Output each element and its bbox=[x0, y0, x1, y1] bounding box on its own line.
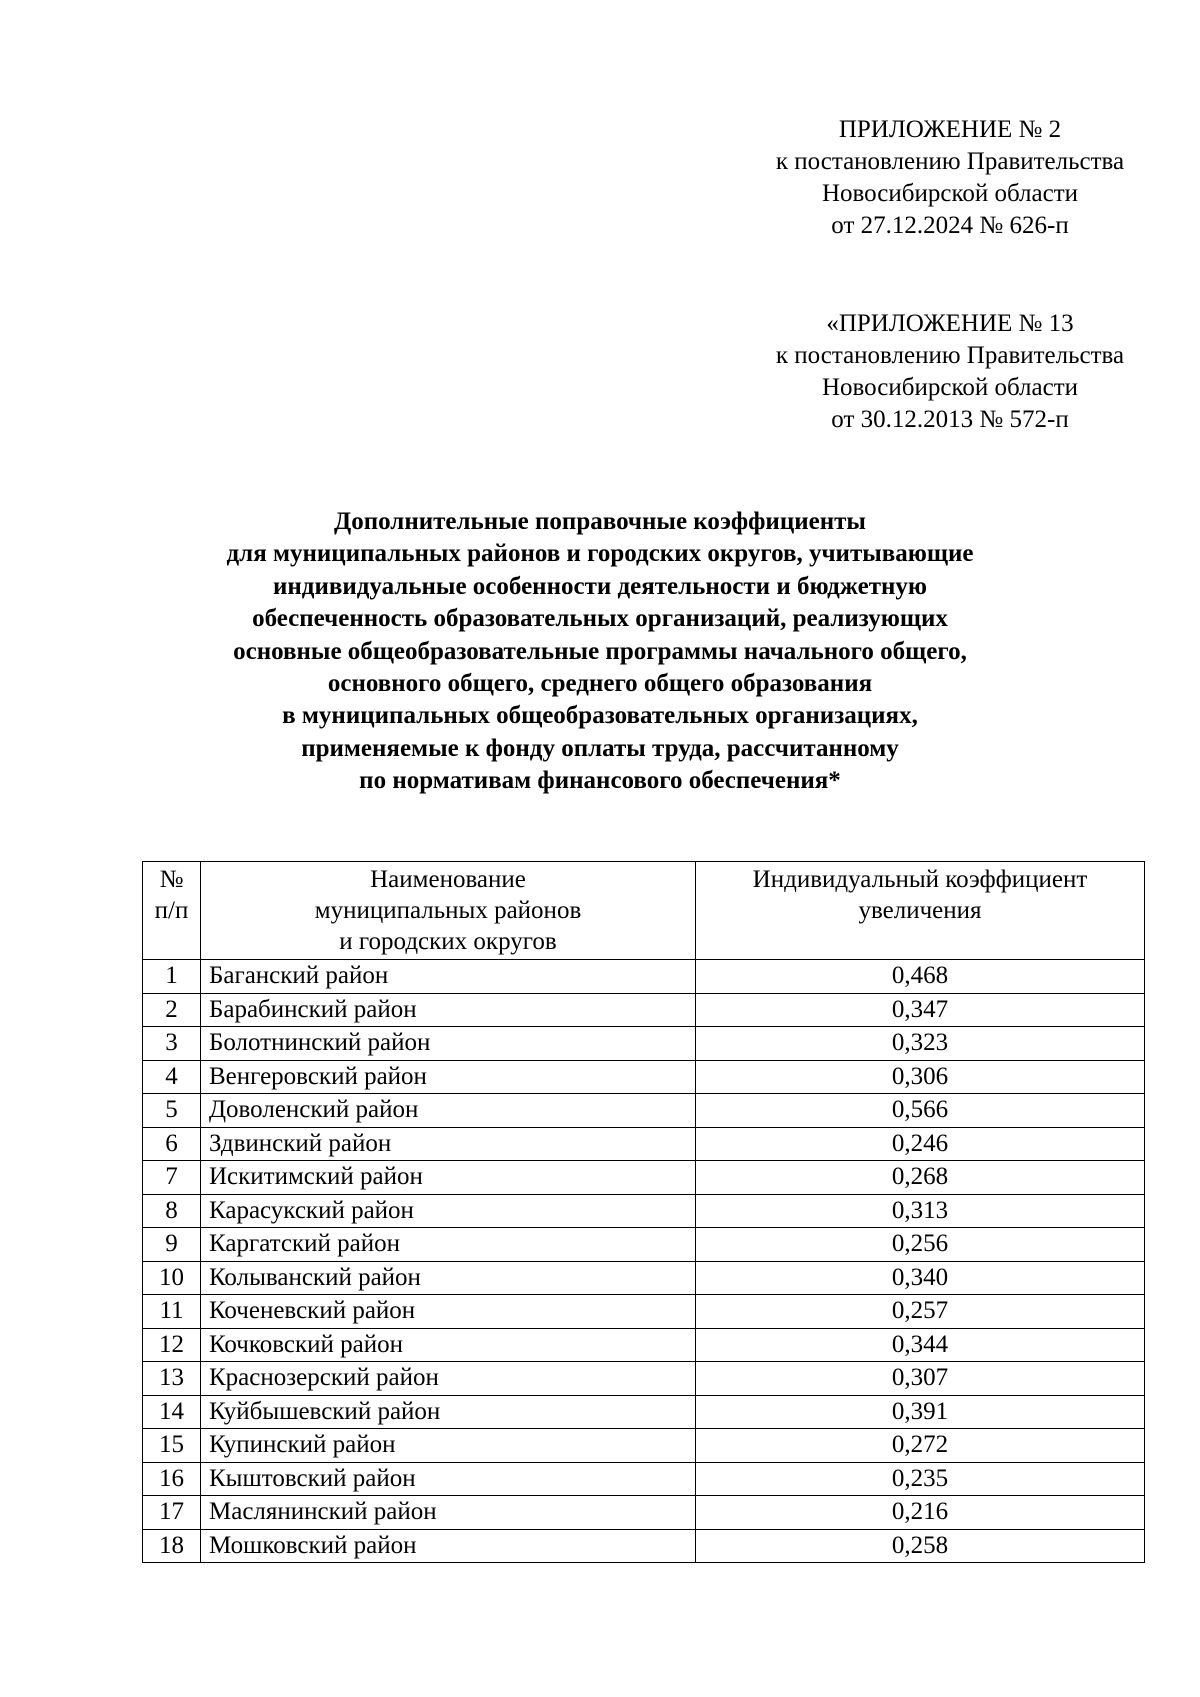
table-row bbox=[143, 1161, 1145, 1195]
title-line: в муниципальных общеобразовательных организациях, bbox=[282, 702, 918, 730]
row-value: 0,306 bbox=[696, 1060, 1145, 1094]
row-number: 5 bbox=[143, 1094, 201, 1128]
row-number: 13 bbox=[143, 1362, 201, 1396]
row-number: 10 bbox=[143, 1261, 201, 1295]
row-name: Искитимский район bbox=[201, 1161, 696, 1195]
row-number: 14 bbox=[143, 1395, 201, 1429]
row-value: 0,258 bbox=[696, 1529, 1145, 1563]
row-name: Коченевский район bbox=[201, 1295, 696, 1329]
annex-line: Новосибирской области bbox=[821, 374, 1079, 401]
row-value: 0,313 bbox=[696, 1194, 1145, 1228]
title-line: обеспеченность образовательных организаций, реализующих bbox=[252, 605, 948, 633]
table-row bbox=[143, 1429, 1145, 1463]
row-value: 0,272 bbox=[696, 1429, 1145, 1463]
row-value: 0,256 bbox=[696, 1228, 1145, 1262]
row-name: Барабинский район bbox=[201, 993, 696, 1027]
row-name: Доволенский район bbox=[201, 1094, 696, 1128]
table-row bbox=[143, 1529, 1145, 1563]
row-number: 15 bbox=[143, 1429, 201, 1463]
table-row bbox=[143, 1496, 1145, 1530]
row-value: 0,235 bbox=[696, 1462, 1145, 1496]
row-number: 12 bbox=[143, 1328, 201, 1362]
row-number: 6 bbox=[143, 1127, 201, 1161]
row-name: Кыштовский район bbox=[201, 1462, 696, 1496]
row-number: 16 bbox=[143, 1462, 201, 1496]
row-number: 1 bbox=[143, 960, 201, 994]
table-header-row bbox=[143, 862, 1145, 960]
row-number: 18 bbox=[143, 1529, 201, 1563]
row-value: 0,468 bbox=[696, 960, 1145, 994]
row-name: Мошковский район bbox=[201, 1529, 696, 1563]
row-value: 0,246 bbox=[696, 1127, 1145, 1161]
annex-line: от 27.12.2024 № 626-п bbox=[831, 212, 1069, 239]
title-line: по нормативам финансового обеспечения* bbox=[359, 767, 841, 795]
row-value: 0,347 bbox=[696, 993, 1145, 1027]
row-value: 0,566 bbox=[696, 1094, 1145, 1128]
row-name: Болотнинский район bbox=[201, 1027, 696, 1061]
row-name: Каргатский район bbox=[201, 1228, 696, 1262]
row-value: 0,391 bbox=[696, 1395, 1145, 1429]
row-name: Краснозерский район bbox=[201, 1362, 696, 1396]
row-number: 11 bbox=[143, 1295, 201, 1329]
table-row bbox=[143, 960, 1145, 994]
title-line: Дополнительные поправочные коэффициенты bbox=[334, 508, 866, 535]
row-name: Венгеровский район bbox=[201, 1060, 696, 1094]
row-name: Здвинский район bbox=[201, 1127, 696, 1161]
row-number: 17 bbox=[143, 1496, 201, 1530]
title-line: основные общеобразовательные программы начального общего, bbox=[233, 637, 967, 665]
row-name: Купинский район bbox=[201, 1429, 696, 1463]
annex-current bbox=[730, 114, 1170, 242]
table-row bbox=[143, 1261, 1145, 1295]
annex-title: ПРИЛОЖЕНИЕ № 2 bbox=[838, 116, 1062, 143]
annex-line: к постановлению Правительства bbox=[775, 342, 1125, 369]
row-value: 0,307 bbox=[696, 1362, 1145, 1396]
annex-line: к постановлению Правительства bbox=[775, 148, 1125, 175]
row-value: 0,344 bbox=[696, 1328, 1145, 1362]
title-line: для муниципальных районов и городских округов, учитывающие bbox=[226, 540, 974, 568]
table-row bbox=[143, 1194, 1145, 1228]
annex-original bbox=[730, 308, 1170, 436]
table-row bbox=[143, 1060, 1145, 1094]
title-line: применяемые к фонду оплаты труда, рассчитанному bbox=[301, 734, 899, 762]
row-value: 0,216 bbox=[696, 1496, 1145, 1530]
row-name: Карасукский район bbox=[201, 1194, 696, 1228]
row-number: 9 bbox=[143, 1228, 201, 1262]
row-number: 2 bbox=[143, 993, 201, 1027]
row-value: 0,340 bbox=[696, 1261, 1145, 1295]
row-value: 0,257 bbox=[696, 1295, 1145, 1329]
annex-line: от 30.12.2013 № 572-п bbox=[831, 406, 1069, 433]
annex-line: Новосибирской области bbox=[821, 180, 1079, 207]
row-name: Куйбышевский район bbox=[201, 1395, 696, 1429]
header-name: Наименование муниципальных районов и городских округов bbox=[201, 862, 696, 960]
header-coefficient: Индивидуальный коэффициент увеличения bbox=[696, 862, 1145, 960]
row-name: Кочковский район bbox=[201, 1328, 696, 1362]
header-number: № п/п bbox=[143, 862, 201, 960]
row-value: 0,323 bbox=[696, 1027, 1145, 1061]
table-row bbox=[143, 1027, 1145, 1061]
row-number: 4 bbox=[143, 1060, 201, 1094]
document-title bbox=[100, 506, 1100, 798]
row-value: 0,268 bbox=[696, 1161, 1145, 1195]
row-number: 7 bbox=[143, 1161, 201, 1195]
row-number: 8 bbox=[143, 1194, 201, 1228]
table-row bbox=[143, 1362, 1145, 1396]
table-row bbox=[143, 1328, 1145, 1362]
table-row bbox=[143, 1094, 1145, 1128]
annex-title: «ПРИЛОЖЕНИЕ № 13 bbox=[826, 310, 1074, 337]
table-row bbox=[143, 1295, 1145, 1329]
table-row bbox=[143, 1395, 1145, 1429]
title-line: основного общего, среднего общего образования bbox=[327, 670, 873, 698]
title-line: индивидуальные особенности деятельности и бюджетную bbox=[272, 572, 927, 600]
table-row bbox=[143, 993, 1145, 1027]
table-row bbox=[143, 1228, 1145, 1262]
table-body bbox=[143, 960, 1145, 1563]
row-number: 3 bbox=[143, 1027, 201, 1061]
table-row bbox=[143, 1462, 1145, 1496]
row-name: Колыванский район bbox=[201, 1261, 696, 1295]
row-name: Баганский район bbox=[201, 960, 696, 994]
coefficients-table bbox=[142, 861, 1145, 1563]
table-row bbox=[143, 1127, 1145, 1161]
row-name: Маслянинский район bbox=[201, 1496, 696, 1530]
